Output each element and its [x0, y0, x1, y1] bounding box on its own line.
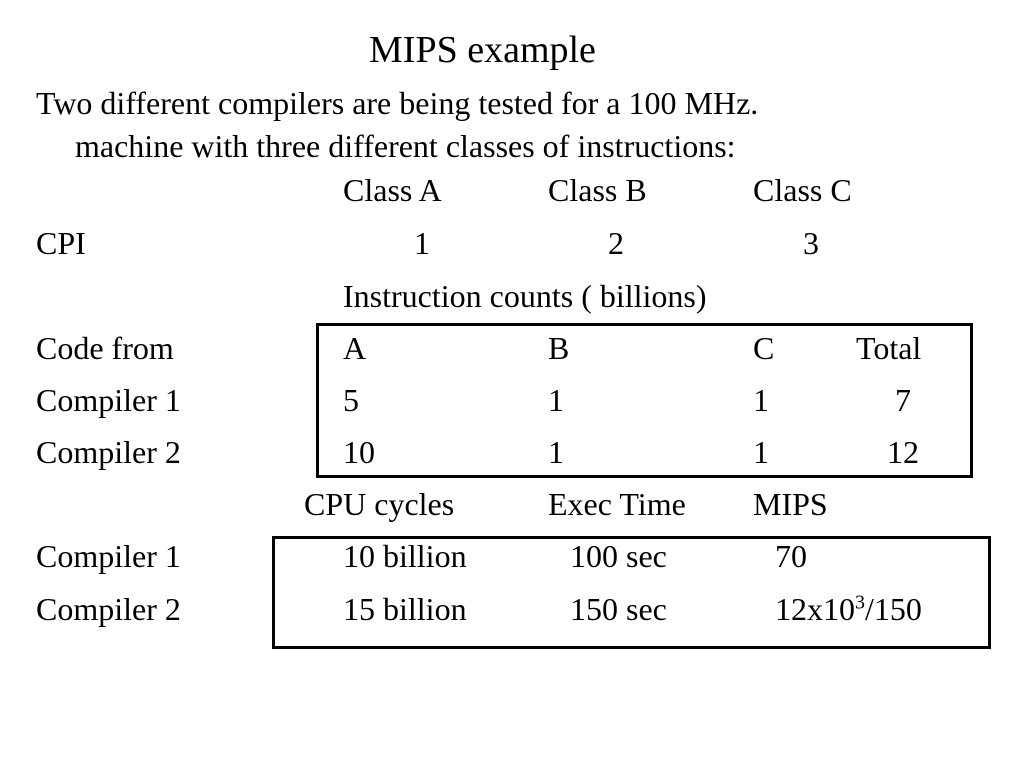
results-col-cpu-cycles: CPU cycles: [304, 486, 455, 522]
mips-divisor: /150: [865, 591, 922, 627]
mips-base: 12x10: [775, 591, 855, 627]
results-row-2-label: Compiler 2: [36, 591, 181, 627]
instruction-counts-heading: Instruction counts ( billions): [343, 278, 707, 314]
class-a-header: Class A: [343, 172, 442, 208]
class-b-header: Class B: [548, 172, 647, 208]
cpi-value-a: 1: [414, 225, 430, 261]
results-row-1-mips: 70: [775, 538, 807, 574]
results-row-1-cycles: 10 billion: [343, 538, 467, 574]
results-row-1-time: 100 sec: [570, 538, 667, 574]
cpi-value-b: 2: [608, 225, 624, 261]
code-from-label: Code from: [36, 330, 174, 366]
counts-row-1-b: 1: [548, 382, 564, 418]
counts-col-c: C: [753, 330, 775, 366]
results-row-1-label: Compiler 1: [36, 538, 181, 574]
results-row-2-cycles: 15 billion: [343, 591, 467, 627]
counts-row-1-label: Compiler 1: [36, 382, 181, 418]
cpi-label: CPI: [36, 225, 86, 261]
counts-row-2-total: 12: [887, 434, 919, 470]
counts-row-2-c: 1: [753, 434, 769, 470]
results-col-mips: MIPS: [753, 486, 828, 522]
intro-line-1: Two different compilers are being tested for a 100 MHz.: [36, 85, 759, 121]
cpi-value-c: 3: [803, 225, 819, 261]
slide-title: MIPS example: [369, 29, 596, 71]
counts-row-2-b: 1: [548, 434, 564, 470]
results-row-2-mips: [775, 593, 922, 625]
counts-col-total: Total: [856, 330, 922, 366]
counts-row-1-a: 5: [343, 382, 359, 418]
counts-row-2-a: 10: [343, 434, 375, 470]
mips-exponent: 3: [855, 591, 865, 614]
counts-col-b: B: [548, 330, 570, 366]
results-row-2-time: 150 sec: [570, 591, 667, 627]
results-col-exec-time: Exec Time: [548, 486, 686, 522]
counts-row-2-label: Compiler 2: [36, 434, 181, 470]
counts-col-a: A: [343, 330, 367, 366]
intro-line-2: machine with three different classes of instructions:: [75, 128, 736, 164]
counts-row-1-c: 1: [753, 382, 769, 418]
counts-row-1-total: 7: [895, 382, 911, 418]
class-c-header: Class C: [753, 172, 852, 208]
